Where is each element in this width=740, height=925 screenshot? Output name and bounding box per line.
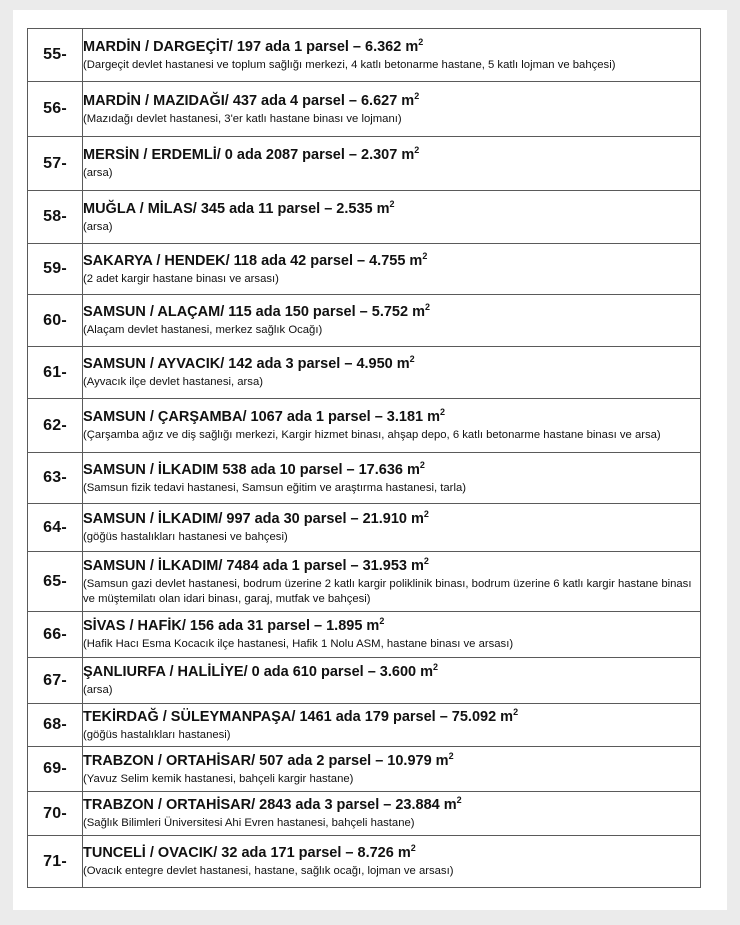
row-content	[83, 29, 701, 82]
row-number: 56-	[28, 82, 83, 137]
property-heading: SAKARYA / HENDEK/ 118 ada 42 parsel – 4.755 $m^2$	[83, 250, 428, 269]
row-content	[83, 137, 701, 191]
table-row	[28, 191, 701, 244]
row-content	[83, 552, 701, 612]
row-content	[83, 658, 701, 704]
property-description: (Çarşamba ağız ve diş sağlığı merkezi, Kargir hizmet binası, ahşap depo, 6 katlı betonarme hastane binası ve arsa)	[83, 429, 661, 441]
property-description: (arsa)	[83, 220, 113, 233]
property-description: (Yavuz Selim kemik hastanesi, bahçeli kargir hastane)	[83, 772, 354, 785]
row-number: 67-	[28, 658, 83, 704]
property-description: (Alaçam devlet hastanesi, merkez sağlık Ocağı)	[83, 324, 323, 336]
row-content	[83, 504, 701, 552]
table-row	[28, 552, 701, 612]
row-content	[83, 792, 701, 836]
property-description: (göğüs hastalıkları hastanesi)	[83, 728, 231, 741]
property-description: (Mazıdağı devlet hastanesi, 3'er katlı hastane binası ve lojmanı)	[83, 112, 402, 125]
row-content	[83, 704, 701, 747]
row-content	[83, 191, 701, 244]
table-row	[28, 295, 701, 347]
row-number: 55-	[28, 29, 83, 82]
table-row	[28, 453, 701, 504]
property-description: (göğüs hastalıkları hastanesi ve bahçesi)	[83, 531, 288, 543]
property-heading: ŞANLIURFA / HALİLİYE/ 0 ada 610 parsel – 3.600 $m^2$	[83, 662, 439, 680]
row-content	[83, 612, 701, 658]
row-number: 60-	[28, 295, 83, 347]
property-heading: SAMSUN / ALAÇAM/ 115 ada 150 parsel – 5.752 $m^2$	[83, 302, 430, 320]
property-heading: SAMSUN / ÇARŞAMBA/ 1067 ada 1 parsel – 3.181 $m^2$	[83, 407, 446, 425]
row-content	[83, 453, 701, 504]
row-number: 61-	[28, 347, 83, 399]
property-description: (Ayvacık ilçe devlet hastanesi, arsa)	[83, 376, 263, 388]
row-content	[83, 244, 701, 295]
table-row	[28, 836, 701, 888]
row-number: 64-	[28, 504, 83, 552]
row-content	[83, 295, 701, 347]
property-description: (arsa)	[83, 167, 113, 179]
table-row	[28, 244, 701, 295]
row-number: 71-	[28, 836, 83, 888]
table-row	[28, 504, 701, 552]
row-content	[83, 747, 701, 792]
table-row	[28, 399, 701, 453]
row-number: 63-	[28, 453, 83, 504]
property-heading: TUNCELİ / OVACIK/ 32 ada 171 parsel – 8.726 $m^2$	[83, 843, 416, 861]
property-description: (Samsun fizik tedavi hastanesi, Samsun eğitim ve araştırma hastanesi, tarla)	[83, 481, 467, 494]
row-content	[83, 399, 701, 453]
property-description: (Sağlık Bilimleri Üniversitesi Ahi Evren hastanesi, bahçeli hastane)	[83, 817, 415, 829]
table-row	[28, 747, 701, 792]
row-number: 62-	[28, 399, 83, 453]
row-number: 65-	[28, 552, 83, 612]
property-heading: SAMSUN / AYVACIK/ 142 ada 3 parsel – 4.950 $m^2$	[83, 354, 415, 372]
property-description: (2 adet kargir hastane binası ve arsası)	[83, 272, 279, 285]
table-row	[28, 704, 701, 747]
property-heading: SAMSUN / İLKADIM 538 ada 10 parsel – 17.636 $m^2$	[83, 459, 425, 478]
property-description: (Dargeçit devlet hastanesi ve toplum sağlığı merkezi, 4 katlı betonarme hastane, 5 katlı lojman ve bahçesi)	[83, 58, 616, 71]
row-number: 58-	[28, 191, 83, 244]
property-description: (Hafik Hacı Esma Kocacık ilçe hastanesi, Hafik 1 Nolu ASM, hastane binası ve arsası)	[83, 638, 514, 650]
property-heading: SİVAS / HAFİK/ 156 ada 31 parsel – 1.895 $m^2$	[83, 616, 385, 634]
table-row	[28, 792, 701, 836]
property-description: (Ovacık entegre devlet hastanesi, hastane, sağlık ocağı, lojman ve arsası)	[83, 865, 454, 877]
property-heading: SAMSUN / İLKADIM/ 7484 ada 1 parsel – 31.953 $m^2$	[83, 555, 429, 574]
table-row	[28, 612, 701, 658]
row-number: 69-	[28, 747, 83, 792]
table-row	[28, 29, 701, 82]
property-description: (arsa)	[83, 684, 113, 696]
document-page	[13, 10, 727, 910]
table-row	[28, 347, 701, 399]
property-heading: MARDİN / MAZIDAĞI/ 437 ada 4 parsel – 6.627 $m^2$	[83, 90, 420, 109]
row-number: 70-	[28, 792, 83, 836]
property-heading: TRABZON / ORTAHİSAR/ 2843 ada 3 parsel – 23.884 $m^2$	[83, 795, 462, 813]
table-row	[28, 658, 701, 704]
property-heading: TRABZON / ORTAHİSAR/ 507 ada 2 parsel – 10.979 $m^2$	[83, 750, 454, 769]
property-heading: TEKİRDAĞ / SÜLEYMANPAŞA/ 1461 ada 179 parsel – 75.092 $m^2$	[83, 706, 519, 725]
row-content	[83, 347, 701, 399]
row-number: 66-	[28, 612, 83, 658]
property-list-table	[27, 28, 701, 888]
table-row	[28, 82, 701, 137]
property-heading: SAMSUN / İLKADIM/ 997 ada 30 parsel – 21.910 $m^2$	[83, 509, 429, 527]
row-number: 57-	[28, 137, 83, 191]
table-row	[28, 137, 701, 191]
row-content	[83, 836, 701, 888]
row-number: 59-	[28, 244, 83, 295]
property-heading: MUĞLA / MİLAS/ 345 ada 11 parsel – 2.535 $m^2$	[83, 198, 395, 217]
property-heading: MERSİN / ERDEMLİ/ 0 ada 2087 parsel – 2.307 $m^2$	[83, 145, 420, 163]
property-heading: MARDİN / DARGEÇİT/ 197 ada 1 parsel – 6.362 $m^2$	[83, 36, 424, 55]
row-content	[83, 82, 701, 137]
row-number: 68-	[28, 704, 83, 747]
property-description: (Samsun gazi devlet hastanesi, bodrum üzerine 2 katlı kargir poliklinik binası, bodrum üzerine 6 katlı kargir hastane binası ve müştemilatı olan idari binası, garaj, mutfak ve bahçesi)	[83, 577, 692, 605]
